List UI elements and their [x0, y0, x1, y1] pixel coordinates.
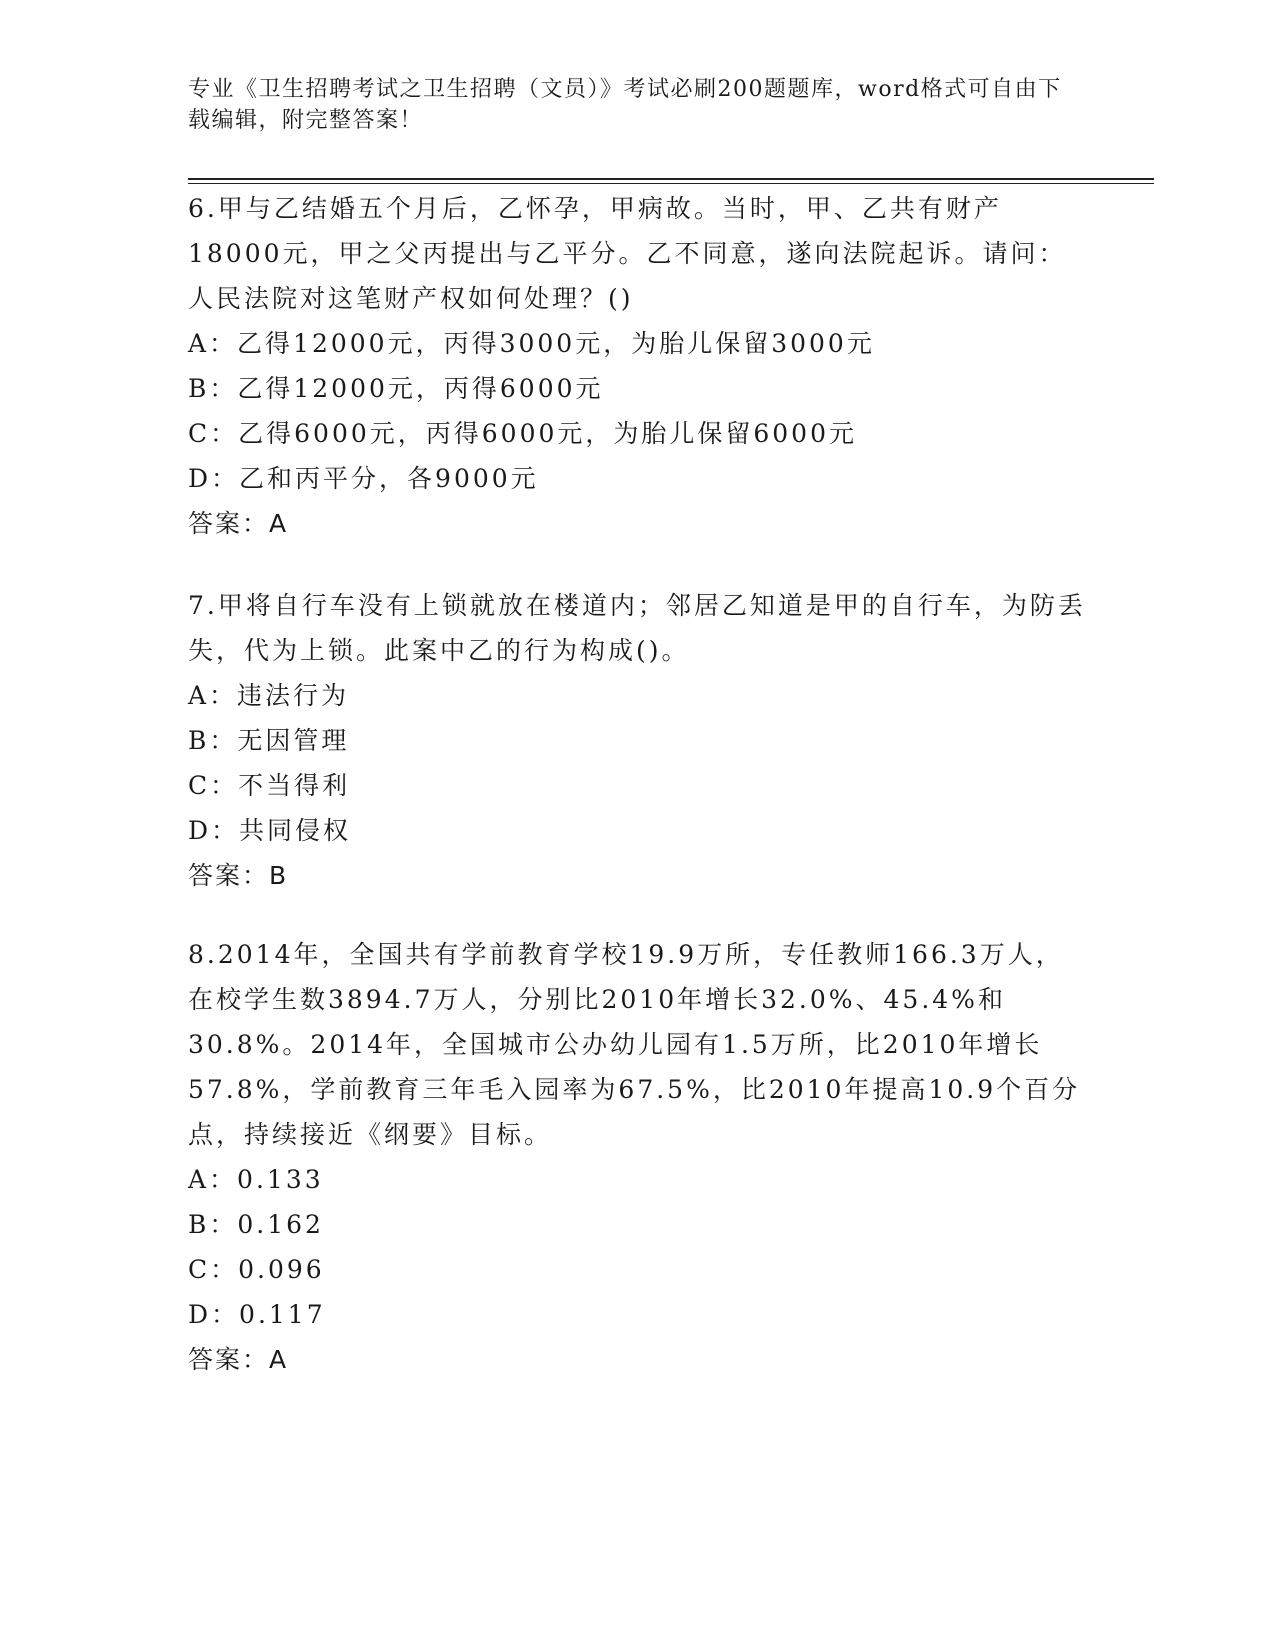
- option-d: D：0.117: [188, 1300, 326, 1329]
- question-8: [188, 932, 1088, 1382]
- question-stem: 7.甲将自行车没有上锁就放在楼道内；邻居乙知道是甲的自行车，为防丢失，代为上锁。此案中乙的行为构成()。: [188, 591, 1086, 665]
- option-a: A：违法行为: [188, 681, 350, 710]
- option-d: D：乙和丙平分，各9000元: [188, 464, 539, 493]
- header-divider-thin: [188, 183, 1154, 184]
- answer-label: 答案：A: [188, 509, 289, 538]
- question-stem: 8.2014年，全国共有学前教育学校19.9万所，专任教师166.3万人，在校学生数3894.7万人，分别比2010年增长32.0%、45.4%和30.8%。2014年，全国城市公办幼儿园有1.5万所，比2010年增长57.8%，学前教育三年毛入园率为67.5%，比2010年提高10.9个百分点，持续接近《纲要》目标。: [188, 940, 1081, 1149]
- answer-label: 答案：B: [188, 861, 289, 890]
- option-a: A：乙得12000元，丙得3000元，为胎儿保留3000元: [188, 329, 875, 358]
- option-b: B：乙得12000元，丙得6000元: [188, 374, 604, 403]
- header-divider-thick: [188, 178, 1154, 180]
- document-header: [188, 74, 1068, 136]
- header-title: 专业《卫生招聘考试之卫生招聘（文员）》考试必刷200题题库，word格式可自由下载编辑，附完整答案！: [188, 77, 1062, 133]
- question-stem: 6.甲与乙结婚五个月后，乙怀孕，甲病故。当时，甲、乙共有财产18000元，甲之父丙提出与乙平分。乙不同意，遂向法院起诉。请问：人民法院对这笔财产权如何处理？(): [188, 194, 1067, 313]
- answer-label: 答案：A: [188, 1345, 289, 1374]
- option-c: C：不当得利: [188, 771, 351, 800]
- option-c: C：0.096: [188, 1255, 325, 1284]
- option-a: A：0.133: [188, 1165, 324, 1194]
- question-6: [188, 186, 1088, 546]
- option-b: B：无因管理: [188, 726, 350, 755]
- question-7: [188, 583, 1088, 898]
- option-d: D：共同侵权: [188, 816, 352, 845]
- option-c: C：乙得6000元，丙得6000元，为胎儿保留6000元: [188, 419, 857, 448]
- option-b: B：0.162: [188, 1210, 324, 1239]
